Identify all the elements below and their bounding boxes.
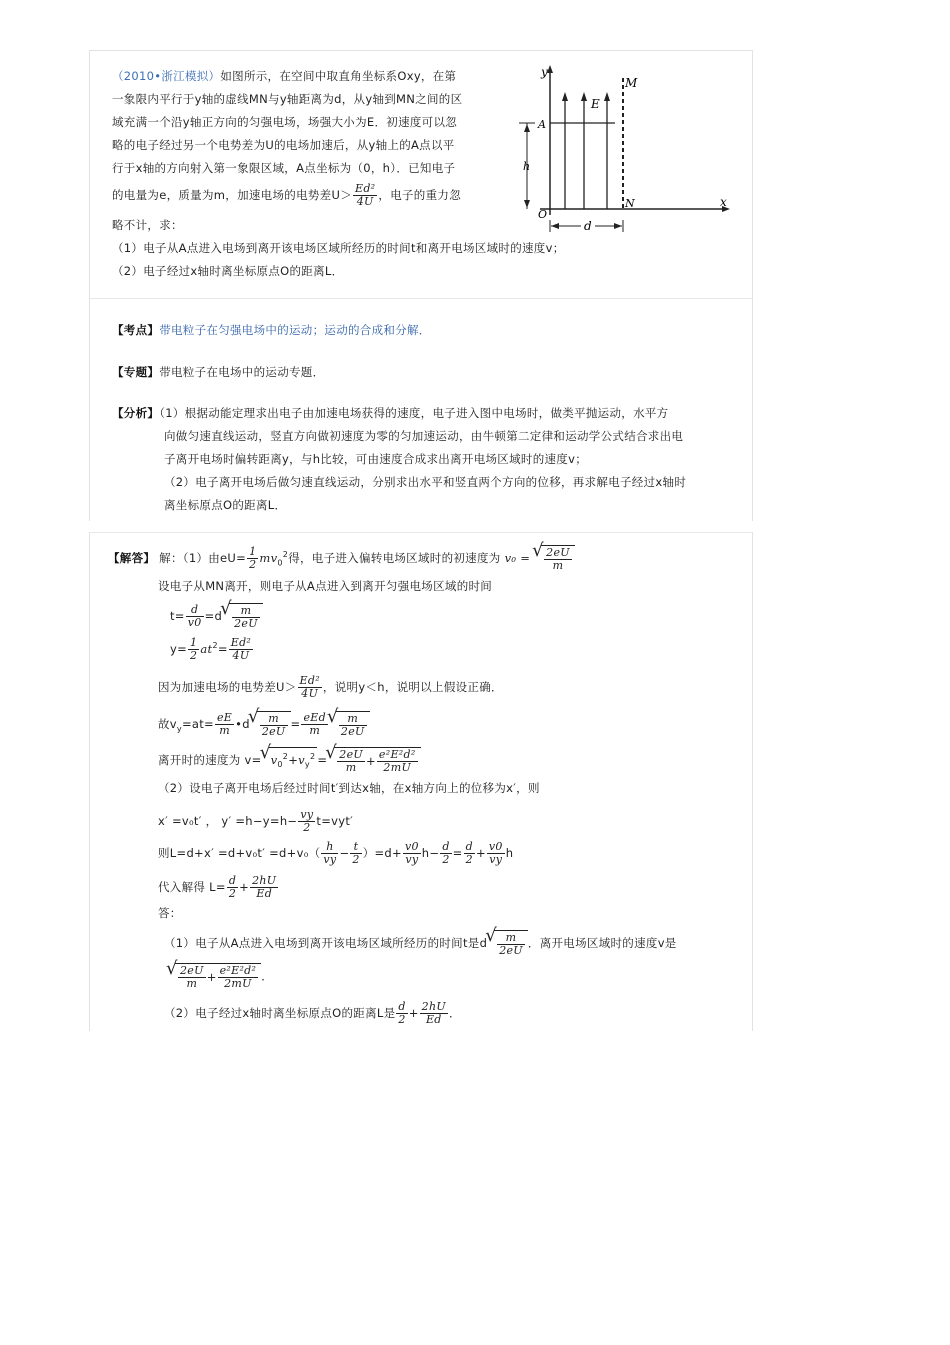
- v0-symbol: v₀ =: [504, 551, 531, 565]
- zhuanti-label: 【专题】: [112, 365, 160, 379]
- fenxi-label: 【分析】: [112, 406, 160, 420]
- answer-line-4: y= $\frac{1}{2}$ $at^2=$ $\frac{\text{Ed²}}{4U}$: [170, 636, 252, 662]
- answer-line-6: 故$v_y=at=$ $\frac{eE}{m}$ •d √ $\frac{m}{2eU}$ = $\frac{\text{eEd}}{m}$ √ $\frac{m}{2eU}$: [158, 711, 370, 738]
- fenxi-line-4: （2）电子离开电场后做匀速直线运动，分别求出水平和竖直两个方向的位移，再求解电子经过x轴时: [164, 475, 687, 489]
- answer-line-3: t= $\frac{d}{v0}$ =d √ $\frac{m}{2eU}$: [170, 603, 263, 630]
- question-2: （2）电子经过x轴时离坐标原点O的距离L．: [112, 264, 344, 278]
- point-a-label: A: [538, 118, 546, 131]
- answer-1-pre: 解：（1）由eU=: [159, 551, 247, 565]
- answer-9-text: x′ =v₀t′ ， y′ =h−y=h−: [158, 814, 298, 828]
- problem-line-7: 略不计，求：: [112, 218, 183, 232]
- answer-15-post: ．: [448, 1006, 461, 1020]
- answer-13-pre: （1）电子从A点进入电场到离开该电场区域所经历的时间t是d: [164, 936, 488, 950]
- problem-line-6-b: ，电子的重力忽: [378, 188, 461, 202]
- analysis-panel: [89, 298, 753, 521]
- y-axis-label: y: [541, 65, 548, 79]
- answer-1-mid: mv: [259, 551, 278, 565]
- answer-5-pre: 因为加速电场的电势差U＞: [158, 680, 297, 694]
- answer-line-2: 设电子从MN离开，则电子从A点进入到离开匀强电场区域的时间: [158, 579, 493, 593]
- answer-line-10: 则L=d+x′ =d+v₀t′ =d+v₀（ $\frac{h}{vy}$ − $\frac{t}{2}$ ）=d+ $\frac{v0}{vy}$ h− $\frac{d}{2}$ = $\frac{d}{2}$ + $\frac{v0}{vy}$ h: [158, 840, 514, 866]
- answer-line-15: （2）电子经过x轴时离坐标原点O的距离L是 $\frac{d}{2}$ + $\frac{2hU}{Ed}$ ．: [164, 1000, 461, 1026]
- problem-line-6: [112, 183, 461, 208]
- m-label: M: [625, 76, 638, 90]
- answer-line-13: （1）电子从A点进入电场到离开该电场区域所经历的时间t是d √ $\frac{m}{2eU}$ ．离开电场区域时的速度v是: [164, 930, 677, 957]
- answer-5-post: ，说明y＜h，说明以上假设正确．: [322, 680, 503, 694]
- fraction-num: Ed²: [355, 182, 376, 195]
- answer-panel: [89, 532, 753, 1031]
- answer-6-pre: 故v: [158, 717, 177, 731]
- answer-line-9: x′ =v₀t′ ， y′ =h−y=h− $\frac{vy}{2}$ t=vyt′: [158, 808, 354, 834]
- kaodian-text: 带电粒子在匀强电场中的运动；运动的合成和分解．: [159, 323, 431, 337]
- zhuanti-text: 带电粒子在电场中的运动专题．: [159, 365, 325, 379]
- field-e-label: E: [591, 97, 600, 111]
- zhuanti-line: [112, 364, 324, 380]
- answer-15-pre: （2）电子经过x轴时离坐标原点O的距离L是: [164, 1006, 396, 1020]
- answer-line-14: √ $\frac{2eU}{m}$ + $\frac{\text{e²E²d²}}{2mU}$ ．: [168, 963, 273, 990]
- answer-10-post: ）=d+: [362, 846, 402, 860]
- problem-line-3: 域充满一个沿y轴正方向的匀强电场，场强大小为E．初速度可以忽: [112, 115, 458, 129]
- half-fraction: $\frac{1}{2}$: [249, 545, 257, 571]
- problem-line-5: 行于x轴的方向射入第一象限区域，A点坐标为（0，h）．已知电子: [112, 161, 456, 175]
- answer-6-mid: =at=: [181, 717, 214, 731]
- answer-1-post: 得，电子进入偏转电场区域时的初速度为: [288, 551, 501, 565]
- n-label: N: [625, 197, 635, 210]
- answer-line-8: （2）设电子离开电场后经过时间t′到达x轴，在x轴方向上的位移为x′，则: [158, 781, 540, 795]
- fenxi-line-2: 向做匀速直线运动，竖直方向做初速度为零的匀加速运动，由牛顿第二定律和运动学公式结合求出电: [164, 429, 684, 443]
- problem-source: （2010•浙江模拟）: [112, 69, 221, 83]
- answer-line-7: 离开时的速度为 v=√ $v_0^2+v_y^2$ = √ $\frac{2eU}{m}$ + $\frac{\text{e²E²d²}}{2mU}$: [158, 747, 421, 774]
- problem-line-4: 略的电子经过另一个电势差为U的电场加速后，从y轴上的A点以平: [112, 138, 455, 152]
- answer-9-post: t=vyt′: [316, 814, 354, 828]
- x-axis-label: x: [720, 195, 727, 209]
- fenxi-line-1: [112, 405, 668, 421]
- answer-line-5: 因为加速电场的电势差U＞ $\frac{\text{Ed²}}{4U}$ ，说明y＜h，说明以上假设正确．: [158, 674, 503, 700]
- field-diagram: [505, 60, 735, 235]
- answer-label: 【解答】: [108, 551, 156, 565]
- d-label: d: [584, 219, 592, 233]
- answer-line-1: 【解答】 解：（1）由eU= $\frac{1}{2}$ $mv_0^2$得，电子进入偏转电场区域时的初速度为 v₀ = √ $\frac{2eU}{m}$: [108, 545, 575, 572]
- problem-line-2: 一象限内平行于y轴的虚线MN与y轴距离为d，从y轴到MN之间的区: [112, 92, 463, 106]
- fraction-den: 4U: [356, 195, 374, 208]
- question-1: （1）电子从A点进入电场到离开该电场区域所经历的时间t和离开电场区域时的速度v；: [112, 241, 565, 255]
- fenxi-line-3: 子离开电场时偏转距离y，与h比较，可由速度合成求出离开电场区域时的速度v；: [164, 452, 587, 466]
- problem-text: 如图所示，在空间中取直角坐标系Oxy，在第: [220, 69, 457, 83]
- fenxi-line-5: 离坐标原点O的距离L．: [164, 498, 287, 512]
- problem-line-1: [112, 68, 456, 84]
- h-label: h: [523, 160, 531, 173]
- answer-7-pre: 离开时的速度为 v=: [158, 753, 262, 767]
- origin-label: O: [538, 208, 548, 221]
- answer-13-post: ．离开电场区域时的速度v是: [527, 936, 677, 950]
- answer-11-pre: 代入解得 L=: [158, 880, 226, 894]
- answer-4-pre: y=: [170, 642, 188, 656]
- answer-3-pre: t=: [170, 609, 185, 623]
- problem-line-6-a: 的电量为e，质量为m，加速电场的电势差U＞: [112, 188, 352, 202]
- answer-10-text: 则L=d+x′ =d+v₀t′ =d+v₀（: [158, 846, 321, 860]
- fenxi-text-1: （1）根据动能定理求出电子由加速电场获得的速度，电子进入图中电场时，做类平抛运动，水平方: [159, 406, 669, 420]
- potential-fraction: [353, 183, 377, 208]
- kaodian-label: 【考点】: [112, 323, 160, 337]
- answer-line-12: 答：: [158, 906, 182, 920]
- kaodian-line: [112, 322, 431, 338]
- answer-line-11: 代入解得 L= $\frac{d}{2}$ + $\frac{2hU}{Ed}$: [158, 874, 277, 900]
